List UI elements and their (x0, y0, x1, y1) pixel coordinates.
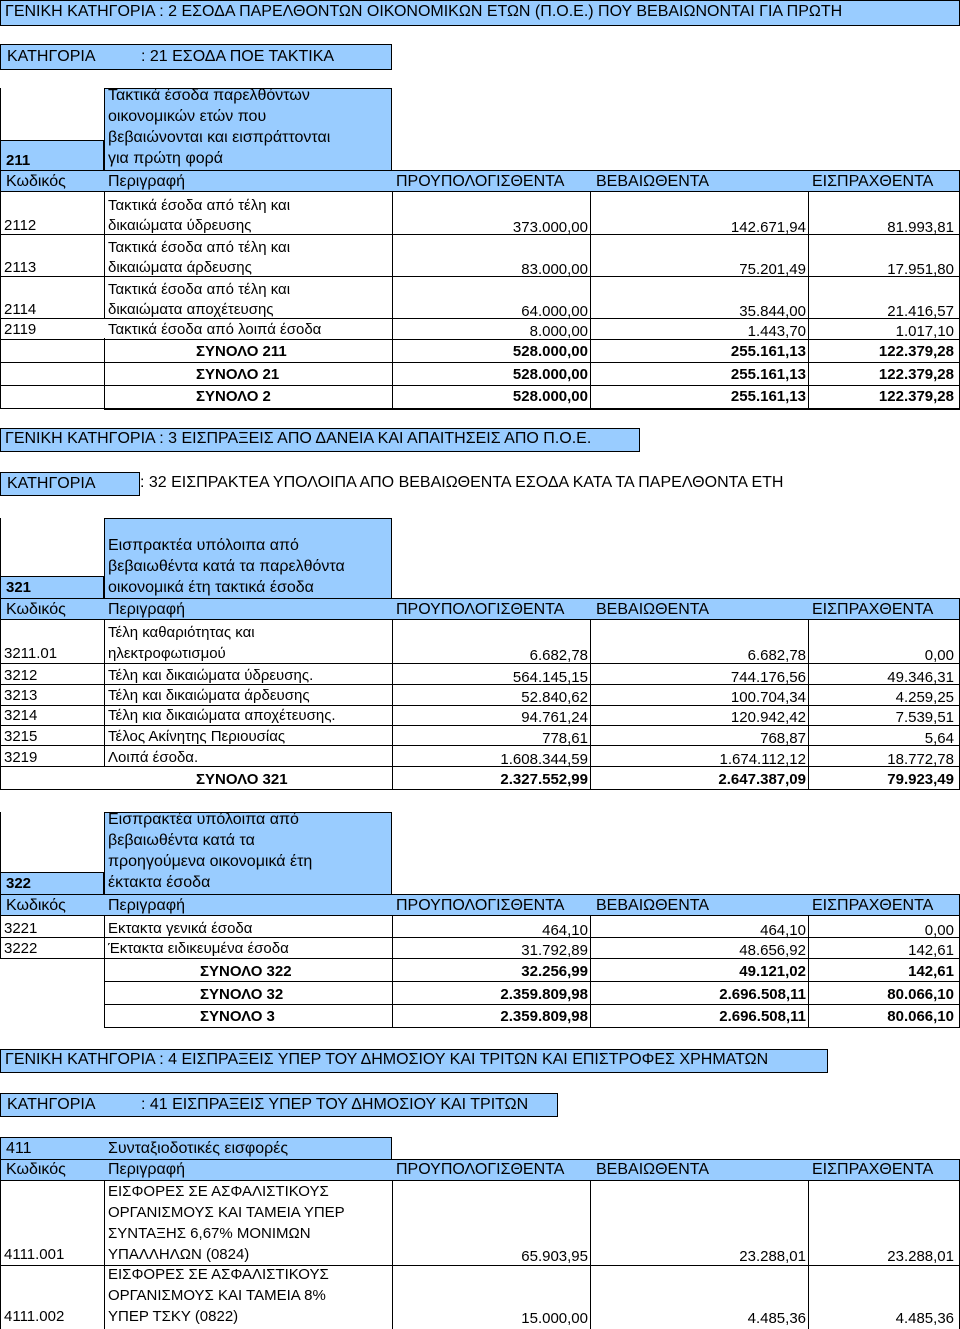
row-description: Τέλη και δικαιώματα ύδρευσης. (108, 667, 314, 684)
total-label: ΣΥΝΟΛΟ 322 (200, 963, 292, 980)
row-budget: 83.000,00 (521, 261, 588, 278)
total-certified: 255.161,13 (730, 343, 806, 360)
row-collected: 5,64 (924, 730, 954, 747)
section-321-code: 321 (6, 579, 32, 596)
row-code: 3221 (4, 920, 38, 937)
row-code: 3222 (4, 940, 38, 957)
column-header-budget: ΠΡΟΥΠΟΛΟΓΙΣΘΕΝΤΑ (396, 1161, 565, 1178)
row-description: Εκτακτα γενικά έσοδα (108, 920, 253, 937)
row-budget: 1.608.344,59 (500, 751, 588, 768)
column-header-certified: ΒΕΒΑΙΩΘΕΝΤΑ (596, 601, 710, 618)
row-budget: 373.000,00 (512, 219, 588, 236)
total-label: ΣΥΝΟΛΟ 21 (196, 366, 280, 383)
total-collected: 142,61 (908, 963, 954, 980)
column-header-budget: ΠΡΟΥΠΟΛΟΓΙΣΘΕΝΤΑ (396, 897, 565, 914)
row-certified: 142.671,94 (730, 219, 806, 236)
total-budget: 528.000,00 (512, 366, 588, 383)
row-collected: 0,00 (924, 922, 954, 939)
total-certified: 2.647.387,09 (718, 771, 806, 788)
category-label: ΚΑΤΗΓΟΡΙΑ (7, 475, 96, 492)
total-collected: 79.923,49 (887, 771, 954, 788)
total-collected: 80.066,10 (887, 1008, 954, 1025)
column-header-collected: ΕΙΣΠΡΑΧΘΕΝΤΑ (812, 173, 934, 190)
row-certified: 464,10 (760, 922, 806, 939)
section-211-title: για πρώτη φορά (108, 150, 223, 167)
row-description: δικαιώματα ύδρευσης (108, 217, 252, 234)
section-211-title: οικονομικών ετών που (108, 108, 267, 125)
row-code: 4111.001 (4, 1246, 65, 1263)
general-category-2-header (0, 0, 960, 26)
row-certified: 100.704,34 (730, 689, 806, 706)
section-322-code: 322 (6, 875, 32, 892)
row-collected: 1.017,10 (895, 323, 954, 340)
total-collected: 80.066,10 (887, 986, 954, 1003)
general-category-4-text: ΓΕΝΙΚΗ ΚΑΤΗΓΟΡΙΑ : 4 ΕΙΣΠΡΑΞΕΙΣ ΥΠΕΡ ΤΟΥ ΔΗΜΟΣΙΟΥ ΚΑΙ ΤΡΙΤΩΝ ΚΑΙ ΕΠΙΣΤΡΟΦΕΣ ΧΡΗΜΑΤΩΝ (5, 1051, 769, 1068)
column-header-certified: ΒΕΒΑΙΩΘΕΝΤΑ (596, 897, 710, 914)
section-211-title: Τακτικά έσοδα παρελθόντων (108, 87, 310, 104)
row-certified: 48.656,92 (739, 942, 806, 959)
section-321-title: Εισπρακτέα υπόλοιπα από (108, 537, 299, 554)
row-code: 4111.002 (4, 1308, 65, 1325)
section-322-title: βεβαιωθέντα κατά τα (108, 832, 255, 849)
row-collected: 0,00 (924, 647, 954, 664)
total-certified: 49.121,02 (739, 963, 806, 980)
column-header-collected: ΕΙΣΠΡΑΧΘΕΝΤΑ (812, 897, 934, 914)
category-label: ΚΑΤΗΓΟΡΙΑ (7, 48, 96, 65)
section-322-title: έκτακτα έσοδα (108, 874, 211, 891)
row-collected: 142,61 (908, 942, 954, 959)
row-collected: 4.485,36 (895, 1310, 954, 1327)
row-certified: 120.942,42 (730, 709, 806, 726)
row-budget: 8.000,00 (529, 323, 588, 340)
category-21-header (0, 44, 392, 70)
total-budget: 32.256,99 (521, 963, 588, 980)
section-321-title: οικονομικά έτη τακτικά έσοδα (108, 579, 314, 596)
row-budget: 52.840,62 (521, 689, 588, 706)
total-budget: 2.327.552,99 (500, 771, 588, 788)
row-certified: 1.443,70 (747, 323, 806, 340)
total-certified: 255.161,13 (730, 366, 806, 383)
column-header-code: Κωδικός (6, 601, 66, 618)
row-code: 3215 (4, 728, 38, 745)
section-211-code: 211 (6, 152, 31, 169)
row-collected: 81.993,81 (887, 219, 954, 236)
row-certified: 75.201,49 (739, 261, 806, 278)
total-budget: 528.000,00 (512, 343, 588, 360)
row-code: 2114 (4, 301, 37, 318)
column-header-code: Κωδικός (6, 173, 66, 190)
row-budget: 65.903,95 (521, 1248, 588, 1265)
row-description: δικαιώματα αποχέτευσης (108, 301, 274, 318)
row-certified: 1.674.112,12 (719, 751, 806, 768)
row-description: ΥΠΕΡ ΤΣΚΥ (0822) (108, 1308, 239, 1325)
column-header-description: Περιγραφή (108, 601, 185, 618)
column-header-certified: ΒΕΒΑΙΩΘΕΝΤΑ (596, 1161, 710, 1178)
category-label: ΚΑΤΗΓΟΡΙΑ (7, 1096, 96, 1113)
row-certified: 35.844,00 (739, 303, 806, 320)
column-header-collected: ΕΙΣΠΡΑΧΘΕΝΤΑ (812, 1161, 934, 1178)
row-description: ΣΥΝΤΑΞΗΣ 6,67% ΜΟΝΙΜΩΝ (108, 1225, 311, 1242)
row-collected: 23.288,01 (887, 1248, 954, 1265)
column-header-budget: ΠΡΟΥΠΟΛΟΓΙΣΘΕΝΤΑ (396, 601, 565, 618)
total-budget: 2.359.809,98 (500, 986, 588, 1003)
row-budget: 64.000,00 (521, 303, 588, 320)
column-header-certified: ΒΕΒΑΙΩΘΕΝΤΑ (596, 173, 710, 190)
total-certified: 2.696.508,11 (719, 1008, 806, 1025)
row-description: ΟΡΓΑΝΙΣΜΟΥΣ ΚΑΙ ΤΑΜΕΙΑ 8% (108, 1287, 326, 1304)
row-code: 2119 (4, 321, 37, 338)
row-budget: 31.792,89 (521, 942, 588, 959)
row-description: Τακτικά έσοδα από λοιπά έσοδα (108, 321, 322, 338)
row-budget: 464,10 (542, 922, 588, 939)
row-certified: 4.485,36 (747, 1310, 806, 1327)
column-header-description: Περιγραφή (108, 1161, 185, 1178)
row-code: 3213 (4, 687, 38, 704)
row-code: 3211.01 (4, 645, 58, 662)
section-322-title: Εισπρακτέα υπόλοιπα από (108, 811, 299, 828)
row-code: 2113 (4, 259, 37, 276)
row-collected: 21.416,57 (887, 303, 954, 320)
total-collected: 122.379,28 (878, 388, 954, 405)
section-211-title: βεβαιώνονται και εισπράττονται (108, 129, 331, 146)
total-label: ΣΥΝΟΛΟ 32 (200, 986, 284, 1003)
column-header-budget: ΠΡΟΥΠΟΛΟΓΙΣΘΕΝΤΑ (396, 173, 565, 190)
row-description: Έκτακτα ειδικευμένα έσοδα (108, 940, 289, 957)
row-collected: 7.539,51 (895, 709, 954, 726)
row-code: 2112 (4, 217, 37, 234)
row-description: ΥΠΑΛΛΗΛΩΝ (0824) (108, 1246, 250, 1263)
general-category-3-text: ΓΕΝΙΚΗ ΚΑΤΗΓΟΡΙΑ : 3 ΕΙΣΠΡΑΞΕΙΣ ΑΠΟ ΔΑΝΕΙΑ ΚΑΙ ΑΠΑΙΤΗΣΕΙΣ ΑΠΟ Π.Ο.Ε. (5, 430, 592, 447)
general-category-2-text: ΓΕΝΙΚΗ ΚΑΤΗΓΟΡΙΑ : 2 ΕΣΟΔΑ ΠΑΡΕΛΘΟΝΤΩΝ ΟΙΚΟΝΟΜΙΚΩΝ ΕΤΩΝ (Π.Ο.Ε.) ΠΟΥ ΒΕΒΑΙΩΝΟΝΤΑΙ ΓΙΑ ΠΡΩΤΗ (5, 3, 843, 20)
total-label: ΣΥΝΟΛΟ 321 (196, 771, 288, 788)
column-header-code: Κωδικός (6, 1161, 66, 1178)
row-description: Τακτικά έσοδα από τέλη και (108, 197, 291, 214)
row-budget: 6.682,78 (529, 647, 588, 664)
row-description: Τακτικά έσοδα από τέλη και (108, 281, 291, 298)
row-collected: 49.346,31 (887, 669, 954, 686)
row-code: 3219 (4, 749, 38, 766)
row-certified: 768,87 (760, 730, 806, 747)
total-budget: 528.000,00 (512, 388, 588, 405)
row-certified: 6.682,78 (747, 647, 806, 664)
general-category-3-header (0, 428, 640, 452)
row-description: ΕΙΣΦΟΡΕΣ ΣΕ ΑΣΦΑΛΙΣΤΙΚΟΥΣ (108, 1266, 329, 1283)
category-41-header (0, 1093, 558, 1117)
row-budget: 564.145,15 (512, 669, 588, 686)
section-411-title: Συνταξιοδοτικές εισφορές (108, 1140, 289, 1157)
total-collected: 122.379,28 (878, 366, 954, 383)
row-code: 3214 (4, 707, 38, 724)
column-header-code: Κωδικός (6, 897, 66, 914)
row-budget: 15.000,00 (521, 1310, 588, 1327)
row-description: Τέλη καθαριότητας και (108, 624, 255, 641)
total-certified: 255.161,13 (730, 388, 806, 405)
category-value: : 41 ΕΙΣΠΡΑΞΕΙΣ ΥΠΕΡ ΤΟΥ ΔΗΜΟΣΙΟΥ ΚΑΙ ΤΡΙΤΩΝ (141, 1096, 529, 1113)
total-label: ΣΥΝΟΛΟ 3 (200, 1008, 275, 1025)
total-collected: 122.379,28 (878, 343, 954, 360)
row-budget: 778,61 (542, 730, 588, 747)
total-label: ΣΥΝΟΛΟ 211 (196, 343, 287, 360)
row-certified: 744.176,56 (730, 669, 806, 686)
row-description: Τακτικά έσοδα από τέλη και (108, 239, 291, 256)
category-32-value: : 32 ΕΙΣΠΡΑΚΤΕΑ ΥΠΟΛΟΙΠΑ ΑΠΟ ΒΕΒΑΙΩΘΕΝΤΑ ΕΣΟΔΑ ΚΑΤΑ ΤΑ ΠΑΡΕΛΘΟΝΤΑ ΕΤΗ (140, 474, 784, 491)
section-322-title: προηγούμενα οικονομικά έτη (108, 853, 313, 870)
row-collected: 17.951,80 (887, 261, 954, 278)
row-description: ηλεκτροφωτισμού (108, 645, 226, 662)
row-budget: 94.761,24 (521, 709, 588, 726)
total-budget: 2.359.809,98 (500, 1008, 588, 1025)
row-description: δικαιώματα άρδευσης (108, 259, 252, 276)
row-description: Τέλη κια δικαιώματα αποχέτευσης. (108, 707, 336, 724)
column-header-description: Περιγραφή (108, 897, 185, 914)
total-label: ΣΥΝΟΛΟ 2 (196, 388, 271, 405)
row-description: Τέλος Ακίνητης Περιουσίας (108, 728, 286, 745)
general-category-4-header (0, 1049, 828, 1073)
column-header-collected: ΕΙΣΠΡΑΧΘΕΝΤΑ (812, 601, 934, 618)
row-collected: 4.259,25 (895, 689, 954, 706)
column-header-description: Περιγραφή (108, 173, 185, 190)
section-411-code: 411 (6, 1140, 32, 1157)
row-collected: 18.772,78 (887, 751, 954, 768)
total-certified: 2.696.508,11 (719, 986, 806, 1003)
row-description: ΕΙΣΦΟΡΕΣ ΣΕ ΑΣΦΑΛΙΣΤΙΚΟΥΣ (108, 1183, 329, 1200)
row-certified: 23.288,01 (739, 1248, 806, 1265)
category-32-label-box (0, 472, 140, 496)
category-value: : 21 ΕΣΟΔΑ ΠΟΕ ΤΑΚΤΙΚΑ (141, 48, 335, 65)
row-description: Τέλη και δικαιώματα άρδευσης (108, 687, 310, 704)
row-code: 3212 (4, 667, 38, 684)
section-321-title: βεβαιωθέντα κατά τα παρελθόντα (108, 558, 345, 575)
row-description: Λοιπά έσοδα. (108, 749, 199, 766)
row-description: ΟΡΓΑΝΙΣΜΟΥΣ ΚΑΙ ΤΑΜΕΙΑ ΥΠΕΡ (108, 1204, 345, 1221)
